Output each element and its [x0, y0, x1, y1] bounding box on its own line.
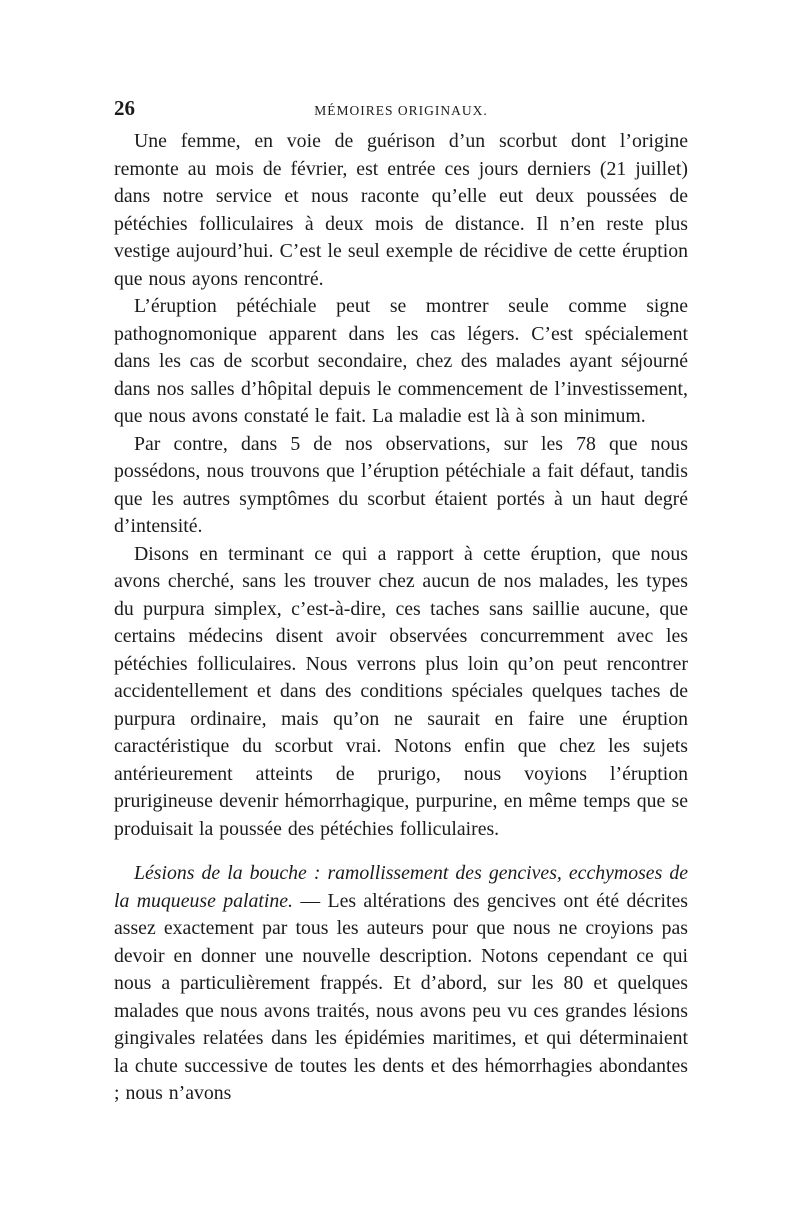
section-heading: Lésions de la bouche : ramollissement des gencives, ecchymoses de la muqueuse palatine. — [114, 862, 688, 912]
running-head — [114, 96, 688, 126]
body-text — [114, 128, 688, 1108]
running-title: MÉMOIRES ORIGINAUX. — [314, 103, 488, 118]
section-dash: — — [292, 889, 328, 912]
section-lesions-bouche — [114, 860, 688, 1108]
book-page — [114, 96, 688, 1108]
page-number: 26 — [114, 96, 135, 120]
section-text: Les altérations des gencives ont été décrites assez exactement par tous les auteurs pour que nous ne croyions pas devoir en donner une nouvelle description. Notons cependant ce qui nous a particulièrement frappés. Et d’abord, sur les 80 et quelques malades que nous avons traités, nous avons peu vu ces grandes lésions gingivales relatées dans les épidémies maritimes, et qui déterminaient la chute successive de toutes les dents et des hémorrhagies abondantes ; nous n’avons — [114, 889, 688, 1104]
paragraph-recidive: Une femme, en voie de guérison d’un scorbut dont l’origine remonte au mois de février, est entrée ces jours derniers (21 juillet) dans notre service et nous raconte qu’elle eut deux poussées de pétéchies folliculaires à deux mois de distance. Il n’en reste plus vestige aujourd’hui. C’est le seul exemple de récidive de cette éruption que nous ayons rencontré. — [114, 130, 688, 290]
paragraph-eruption-seule: L’éruption pétéchiale peut se montrer seule comme signe pathognomonique apparent dans les cas légers. C’est spécialement dans les cas de scorbut secondaire, chez des malades ayant séjourné dans nos salles d’hôpital depuis le commencement de l’investissement, que nous avons constaté le fait. La maladie est là à son minimum. — [114, 295, 688, 427]
paragraph-purpura: Disons en terminant ce qui a rapport à cette éruption, que nous avons cherché, sans les trouver chez aucun de nos malades, les types du purpura simplex, c’est-à-dire, ces taches sans saillie aucune, que certains médecins disent avoir observées concurremment avec les pétéchies folliculaires. Nous verrons plus loin qu’on peut rencontrer accidentellement et dans des conditions spéciales quelques taches de purpura ordinaire, mais qu’on ne saurait en faire une éruption caractéristique du scorbut vrai. Notons enfin que chez les sujets antérieurement atteints de prurigo, nous voyions l’éruption prurigineuse devenir hémorrhagique, purpurine, en même temps que se produisait la poussée des pétéchies folliculaires. — [114, 542, 688, 840]
paragraph-par-contre: Par contre, dans 5 de nos observations, sur les 78 que nous possédons, nous trouvons que l’éruption pétéchiale a fait défaut, tandis que les autres symptômes du scorbut étaient portés à un haut degré d’intensité. — [114, 432, 688, 537]
